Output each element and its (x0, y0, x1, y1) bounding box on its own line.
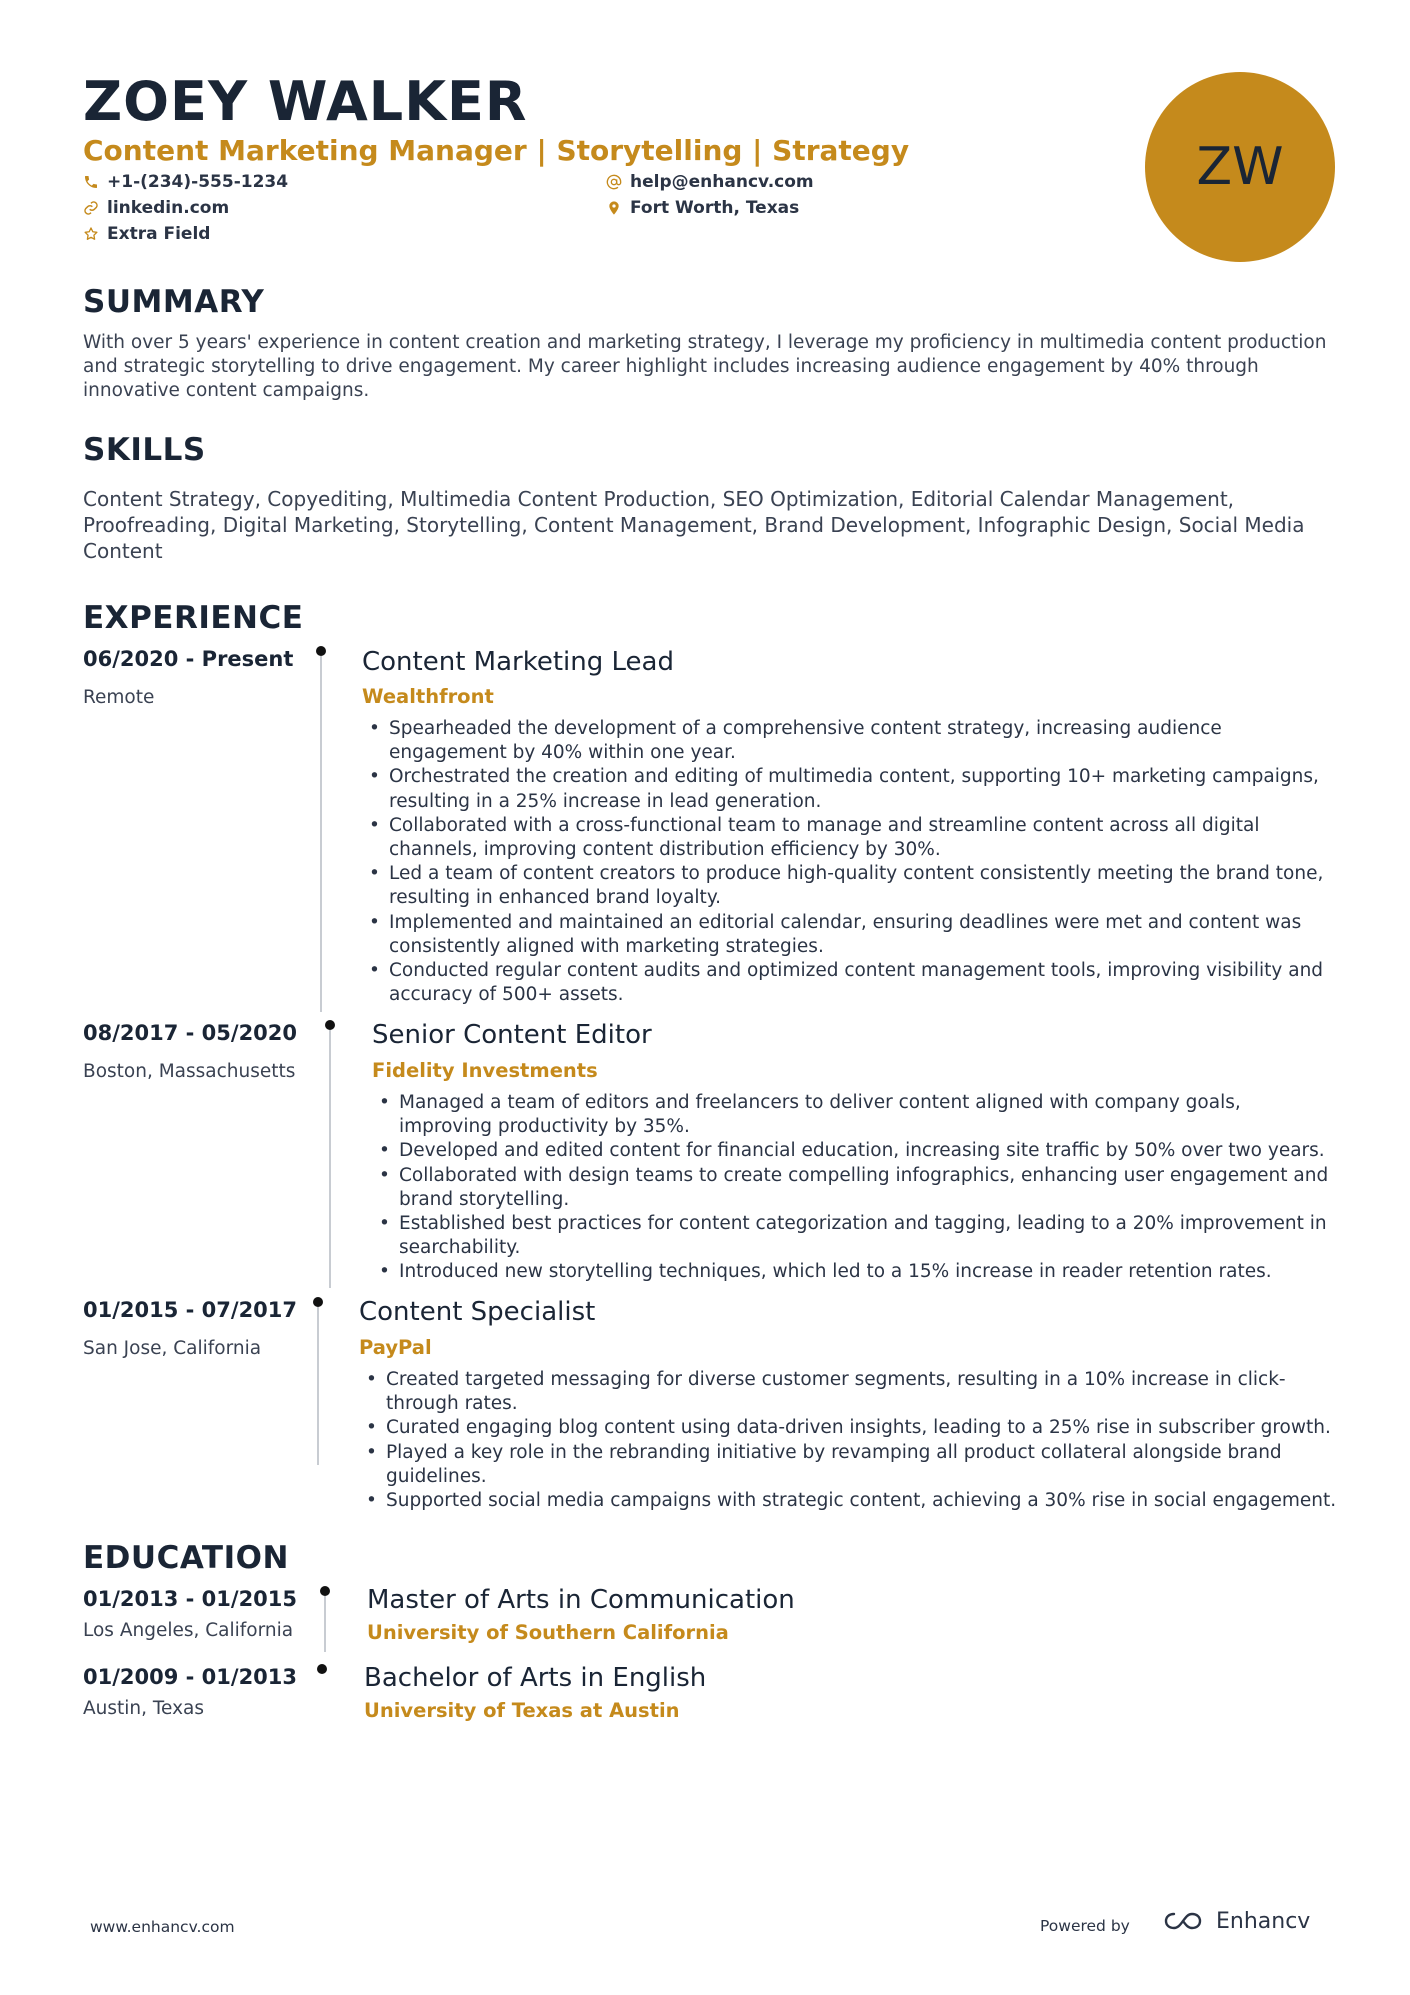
star-icon (83, 226, 99, 242)
edu-degree: Master of Arts in Communication (367, 1585, 795, 1615)
list-item: • Supported social media campaigns with strategic content, achieving a 30% rise in social engagement. (362, 1489, 1337, 1513)
contact-phone[interactable] (83, 172, 288, 192)
enhancv-logo-icon (1162, 1908, 1208, 1934)
timeline-dot (325, 1020, 335, 1030)
job-role: Senior Content Editor (372, 1020, 652, 1050)
edu-dates: 01/2013 - 01/2015 (83, 1587, 298, 1611)
list-item: • Conducted regular content audits and optimized content management tools, improving visibility and accuracy of 500+ assets. (365, 959, 1335, 1007)
edu-dates: 01/2009 - 01/2013 (83, 1665, 298, 1689)
timeline-line (329, 1030, 331, 1288)
email-text: help@enhancv.com (630, 172, 814, 192)
list-item: • Played a key role in the rebranding initiative by revamping all product collateral alongside brand guidelines. (362, 1441, 1337, 1489)
timeline-line (324, 1596, 326, 1652)
list-item: • Curated engaging blog content using data-driven insights, leading to a 25% rise in subscriber growth. (362, 1416, 1337, 1440)
job-dates: 08/2017 - 05/2020 (83, 1021, 298, 1045)
job-location: Remote (83, 687, 155, 708)
footer-website-link[interactable]: www.enhancv.com (90, 1918, 235, 1936)
list-item: • Orchestrated the creation and editing of multimedia content, supporting 10+ marketing campaigns, resulting in a 25% increase in lead generation. (365, 765, 1335, 813)
footer-brand-name: Enhancv (1216, 1908, 1311, 1934)
location-pin-icon (606, 200, 622, 216)
job-company: Fidelity Investments (372, 1059, 598, 1082)
phone-text: +1-(234)-555-1234 (107, 172, 289, 192)
job-bullets (362, 1368, 1337, 1513)
timeline-dot (320, 1586, 330, 1596)
list-item: • Collaborated with design teams to create compelling infographics, enhancing user engagement and brand storytelling. (375, 1164, 1335, 1212)
candidate-headline: Content Marketing Manager | Storytelling | Strategy (83, 134, 910, 167)
experience-title: EXPERIENCE (83, 600, 304, 636)
job-dates: 01/2015 - 07/2017 (83, 1298, 298, 1322)
list-item: • Developed and edited content for financial education, increasing site traffic by 50% over two years. (375, 1139, 1335, 1163)
skills-text: Content Strategy, Copyediting, Multimedia Content Production, SEO Optimization, Editorial Calendar Management, Proofreading, Digital Marketing, Storytelling, Content Management, Brand Development, Infographic Design, Social Media Content (83, 487, 1305, 563)
list-item: • Managed a team of editors and freelancers to deliver content aligned with company goals, improving productivity by 35%. (375, 1091, 1335, 1139)
edu-location: Austin, Texas (83, 1698, 205, 1719)
footer-powered-by: Powered by (1040, 1917, 1130, 1935)
link-icon (83, 200, 99, 216)
job-bullets (375, 1091, 1335, 1285)
contact-email[interactable] (606, 172, 814, 192)
list-item: • Collaborated with a cross-functional team to manage and streamline content across all digital channels, improving content distribution efficiency by 30%. (365, 814, 1335, 862)
skills-title: SKILLS (83, 432, 206, 468)
job-bullets (365, 717, 1335, 1007)
phone-icon (83, 174, 99, 190)
job-company: Wealthfront (362, 685, 494, 708)
candidate-name: ZOEY WALKER (83, 70, 528, 133)
avatar (1145, 72, 1335, 262)
location-text: Fort Worth, Texas (630, 198, 800, 218)
summary-title: SUMMARY (83, 284, 265, 320)
contact-linkedin[interactable] (83, 198, 229, 218)
edu-school: University of Texas at Austin (364, 1699, 680, 1722)
job-role: Content Marketing Lead (362, 647, 674, 677)
timeline-dot (313, 1297, 323, 1307)
job-role: Content Specialist (359, 1297, 596, 1327)
extra-text: Extra Field (107, 224, 211, 244)
list-item: • Spearheaded the development of a comprehensive content strategy, increasing audience engagement by 40% within one year. (365, 717, 1335, 765)
list-item: • Led a team of content creators to produce high-quality content consistently meeting the brand tone, resulting in enhanced brand loyalty. (365, 862, 1335, 910)
job-location: Boston, Massachusetts (83, 1061, 296, 1082)
education-title: EDUCATION (83, 1540, 289, 1576)
edu-school: University of Southern California (367, 1621, 729, 1644)
job-location: San Jose, California (83, 1338, 262, 1359)
timeline-line (317, 1307, 319, 1465)
contact-location (606, 198, 799, 218)
edu-degree: Bachelor of Arts in English (364, 1663, 707, 1693)
list-item: • Introduced new storytelling techniques, which led to a 15% increase in reader retention rates. (375, 1260, 1335, 1284)
footer-brand[interactable] (1162, 1908, 1310, 1934)
edu-location: Los Angeles, California (83, 1620, 294, 1641)
linkedin-text: linkedin.com (107, 198, 230, 218)
contact-extra (83, 224, 210, 244)
avatar-initials: ZW (1196, 137, 1284, 197)
list-item: • Established best practices for content categorization and tagging, leading to a 20% improvement in searchability. (375, 1212, 1335, 1260)
summary-text: With over 5 years' experience in content creation and marketing strategy, I leverage my proficiency in multimedia content production and strategic storytelling to drive engagement. My career highlight includes increasing audience engagement by 40% through innovative content campaigns. (83, 332, 1327, 401)
timeline-dot (316, 646, 326, 656)
timeline-line (320, 656, 322, 1012)
timeline-dot (317, 1664, 327, 1674)
job-company: PayPal (359, 1336, 432, 1359)
at-icon (606, 174, 622, 190)
job-dates: 06/2020 - Present (83, 647, 294, 671)
list-item: • Implemented and maintained an editorial calendar, ensuring deadlines were met and content was consistently aligned with marketing strategies. (365, 911, 1335, 959)
list-item: • Created targeted messaging for diverse customer segments, resulting in a 10% increase in click-through rates. (362, 1368, 1337, 1416)
